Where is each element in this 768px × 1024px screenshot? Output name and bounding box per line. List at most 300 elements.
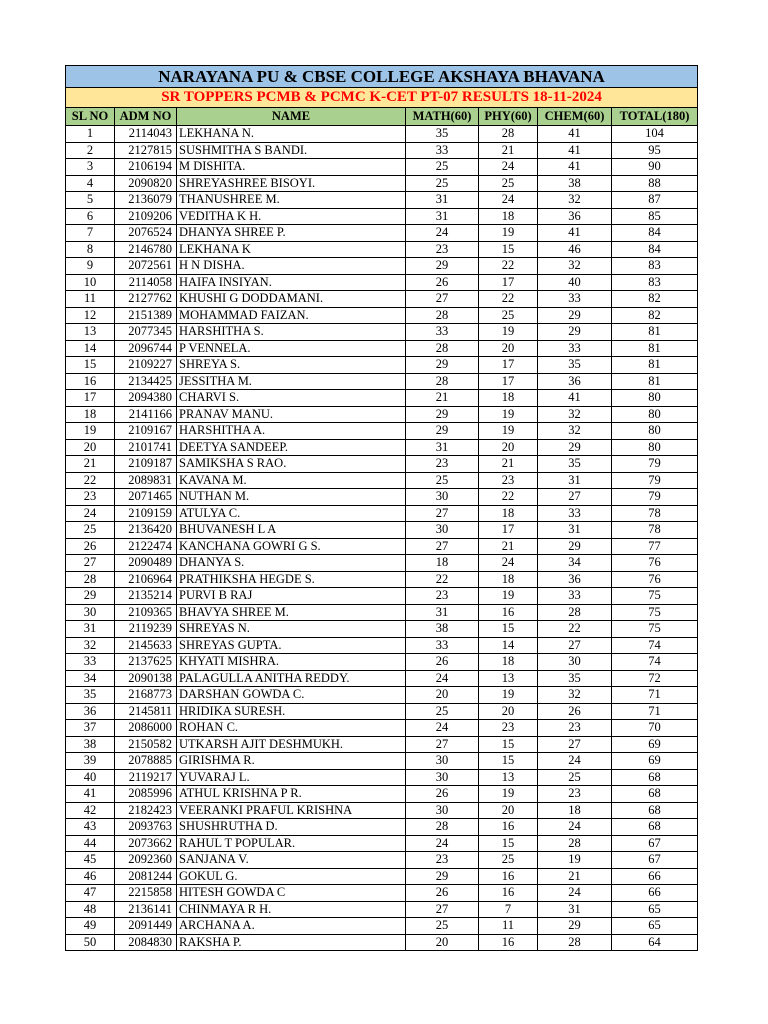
cell-total: 66	[612, 885, 698, 902]
cell-chem: 31	[538, 472, 612, 489]
cell-math: 23	[406, 852, 479, 869]
table-row	[66, 340, 698, 357]
cell-phy: 19	[479, 423, 538, 440]
table-row	[66, 918, 698, 935]
table-row	[66, 423, 698, 440]
cell-name: ROHAN C.	[177, 720, 406, 737]
cell-phy: 17	[479, 522, 538, 539]
cell-chem: 23	[538, 720, 612, 737]
cell-total: 75	[612, 621, 698, 638]
cell-total: 64	[612, 934, 698, 951]
cell-math: 28	[406, 340, 479, 357]
cell-name: ATHUL KRISHNA P R.	[177, 786, 406, 803]
cell-chem: 32	[538, 258, 612, 275]
cell-phy: 18	[479, 390, 538, 407]
cell-math: 27	[406, 291, 479, 308]
cell-adm-no: 2136420	[115, 522, 177, 539]
cell-sl-no: 43	[66, 819, 115, 836]
cell-adm-no: 2109187	[115, 456, 177, 473]
col-header-phy: PHY(60)	[479, 108, 538, 126]
cell-phy: 11	[479, 918, 538, 935]
cell-name: HAIFA INSIYAN.	[177, 274, 406, 291]
cell-math: 30	[406, 769, 479, 786]
cell-adm-no: 2134425	[115, 373, 177, 390]
cell-sl-no: 15	[66, 357, 115, 374]
cell-sl-no: 48	[66, 901, 115, 918]
cell-adm-no: 2114043	[115, 126, 177, 143]
cell-phy: 21	[479, 538, 538, 555]
table-row	[66, 159, 698, 176]
table-row	[66, 258, 698, 275]
table-row	[66, 885, 698, 902]
table-row	[66, 225, 698, 242]
cell-chem: 35	[538, 670, 612, 687]
table-row	[66, 406, 698, 423]
cell-math: 31	[406, 192, 479, 209]
cell-sl-no: 38	[66, 736, 115, 753]
cell-sl-no: 42	[66, 802, 115, 819]
table-row	[66, 126, 698, 143]
cell-total: 78	[612, 505, 698, 522]
cell-total: 81	[612, 357, 698, 374]
cell-chem: 33	[538, 505, 612, 522]
cell-sl-no: 33	[66, 654, 115, 671]
cell-chem: 31	[538, 522, 612, 539]
cell-chem: 41	[538, 390, 612, 407]
cell-math: 28	[406, 307, 479, 324]
cell-name: VEERANKI PRAFUL KRISHNA	[177, 802, 406, 819]
cell-phy: 25	[479, 307, 538, 324]
cell-name: GIRISHMA R.	[177, 753, 406, 770]
cell-phy: 19	[479, 588, 538, 605]
cell-phy: 20	[479, 802, 538, 819]
cell-sl-no: 7	[66, 225, 115, 242]
cell-sl-no: 5	[66, 192, 115, 209]
col-header-sl-no: SL NO	[66, 108, 115, 126]
cell-chem: 29	[538, 538, 612, 555]
cell-total: 65	[612, 918, 698, 935]
cell-name: HARSHITHA S.	[177, 324, 406, 341]
cell-phy: 16	[479, 885, 538, 902]
cell-math: 29	[406, 406, 479, 423]
cell-math: 31	[406, 604, 479, 621]
cell-name: KHYATI MISHRA.	[177, 654, 406, 671]
cell-phy: 19	[479, 687, 538, 704]
table-row	[66, 637, 698, 654]
cell-math: 31	[406, 439, 479, 456]
cell-chem: 30	[538, 654, 612, 671]
cell-phy: 13	[479, 670, 538, 687]
cell-total: 68	[612, 786, 698, 803]
cell-name: P VENNELA.	[177, 340, 406, 357]
cell-chem: 29	[538, 324, 612, 341]
cell-name: PRANAV MANU.	[177, 406, 406, 423]
cell-adm-no: 2145811	[115, 703, 177, 720]
cell-chem: 31	[538, 901, 612, 918]
cell-adm-no: 2150582	[115, 736, 177, 753]
cell-math: 38	[406, 621, 479, 638]
cell-name: PALAGULLA ANITHA REDDY.	[177, 670, 406, 687]
table-row	[66, 439, 698, 456]
cell-chem: 29	[538, 439, 612, 456]
cell-sl-no: 36	[66, 703, 115, 720]
cell-total: 82	[612, 291, 698, 308]
cell-math: 30	[406, 802, 479, 819]
cell-name: DHANYA SHREE P.	[177, 225, 406, 242]
cell-total: 77	[612, 538, 698, 555]
cell-sl-no: 28	[66, 571, 115, 588]
cell-sl-no: 31	[66, 621, 115, 638]
cell-chem: 33	[538, 588, 612, 605]
cell-total: 76	[612, 571, 698, 588]
cell-phy: 24	[479, 555, 538, 572]
cell-total: 75	[612, 588, 698, 605]
cell-adm-no: 2091449	[115, 918, 177, 935]
cell-total: 85	[612, 208, 698, 225]
cell-sl-no: 3	[66, 159, 115, 176]
cell-name: PURVI B RAJ	[177, 588, 406, 605]
cell-name: KAVANA M.	[177, 472, 406, 489]
cell-name: SANJANA V.	[177, 852, 406, 869]
cell-chem: 29	[538, 307, 612, 324]
cell-sl-no: 25	[66, 522, 115, 539]
cell-phy: 21	[479, 456, 538, 473]
cell-name: CHINMAYA R H.	[177, 901, 406, 918]
cell-adm-no: 2090489	[115, 555, 177, 572]
table-row	[66, 687, 698, 704]
cell-sl-no: 17	[66, 390, 115, 407]
cell-phy: 22	[479, 291, 538, 308]
table-row	[66, 736, 698, 753]
cell-chem: 41	[538, 126, 612, 143]
cell-sl-no: 16	[66, 373, 115, 390]
cell-math: 33	[406, 637, 479, 654]
cell-chem: 21	[538, 868, 612, 885]
cell-math: 27	[406, 538, 479, 555]
cell-total: 74	[612, 637, 698, 654]
cell-total: 81	[612, 324, 698, 341]
cell-phy: 23	[479, 720, 538, 737]
cell-phy: 14	[479, 637, 538, 654]
table-row	[66, 390, 698, 407]
cell-name: RAHUL T POPULAR.	[177, 835, 406, 852]
cell-math: 25	[406, 703, 479, 720]
table-row	[66, 472, 698, 489]
cell-chem: 41	[538, 225, 612, 242]
cell-adm-no: 2090138	[115, 670, 177, 687]
cell-sl-no: 35	[66, 687, 115, 704]
cell-phy: 19	[479, 225, 538, 242]
cell-math: 29	[406, 258, 479, 275]
cell-adm-no: 2168773	[115, 687, 177, 704]
cell-math: 28	[406, 373, 479, 390]
table-row	[66, 819, 698, 836]
cell-name: PRATHIKSHA HEGDE S.	[177, 571, 406, 588]
cell-phy: 15	[479, 736, 538, 753]
col-header-adm-no: ADM NO	[115, 108, 177, 126]
cell-chem: 18	[538, 802, 612, 819]
cell-name: SHUSHRUTHA D.	[177, 819, 406, 836]
cell-total: 80	[612, 390, 698, 407]
cell-phy: 16	[479, 934, 538, 951]
table-row	[66, 753, 698, 770]
cell-total: 71	[612, 703, 698, 720]
table-row	[66, 522, 698, 539]
cell-total: 80	[612, 439, 698, 456]
col-header-math: MATH(60)	[406, 108, 479, 126]
cell-sl-no: 10	[66, 274, 115, 291]
cell-math: 20	[406, 934, 479, 951]
cell-sl-no: 26	[66, 538, 115, 555]
cell-chem: 27	[538, 736, 612, 753]
cell-adm-no: 2077345	[115, 324, 177, 341]
table-row	[66, 934, 698, 951]
cell-math: 30	[406, 522, 479, 539]
cell-sl-no: 32	[66, 637, 115, 654]
cell-name: KANCHANA GOWRI G S.	[177, 538, 406, 555]
table-row	[66, 142, 698, 159]
cell-adm-no: 2136079	[115, 192, 177, 209]
cell-chem: 33	[538, 340, 612, 357]
cell-total: 83	[612, 274, 698, 291]
cell-adm-no: 2135214	[115, 588, 177, 605]
cell-phy: 15	[479, 241, 538, 258]
cell-chem: 33	[538, 291, 612, 308]
cell-adm-no: 2089831	[115, 472, 177, 489]
table-row	[66, 175, 698, 192]
table-row	[66, 670, 698, 687]
cell-name: YUVARAJ L.	[177, 769, 406, 786]
table-row	[66, 604, 698, 621]
cell-chem: 29	[538, 918, 612, 935]
cell-total: 71	[612, 687, 698, 704]
table-row	[66, 291, 698, 308]
table-row	[66, 373, 698, 390]
cell-phy: 15	[479, 835, 538, 852]
cell-total: 81	[612, 373, 698, 390]
cell-total: 84	[612, 225, 698, 242]
cell-phy: 28	[479, 126, 538, 143]
cell-adm-no: 2106194	[115, 159, 177, 176]
cell-math: 25	[406, 472, 479, 489]
table-row	[66, 357, 698, 374]
cell-chem: 28	[538, 934, 612, 951]
cell-adm-no: 2093763	[115, 819, 177, 836]
cell-sl-no: 20	[66, 439, 115, 456]
cell-sl-no: 14	[66, 340, 115, 357]
cell-total: 69	[612, 736, 698, 753]
cell-adm-no: 2109227	[115, 357, 177, 374]
cell-adm-no: 2106964	[115, 571, 177, 588]
cell-sl-no: 22	[66, 472, 115, 489]
cell-sl-no: 27	[66, 555, 115, 572]
cell-chem: 25	[538, 769, 612, 786]
cell-name: BHUVANESH L A	[177, 522, 406, 539]
cell-math: 27	[406, 901, 479, 918]
results-table	[65, 65, 698, 951]
table-row	[66, 555, 698, 572]
cell-sl-no: 12	[66, 307, 115, 324]
cell-total: 76	[612, 555, 698, 572]
cell-name: VEDITHA K H.	[177, 208, 406, 225]
cell-chem: 32	[538, 687, 612, 704]
cell-sl-no: 24	[66, 505, 115, 522]
cell-adm-no: 2136141	[115, 901, 177, 918]
cell-total: 79	[612, 456, 698, 473]
cell-math: 29	[406, 868, 479, 885]
cell-phy: 15	[479, 621, 538, 638]
cell-total: 70	[612, 720, 698, 737]
cell-math: 26	[406, 274, 479, 291]
cell-math: 29	[406, 357, 479, 374]
cell-adm-no: 2071465	[115, 489, 177, 506]
cell-math: 20	[406, 687, 479, 704]
cell-adm-no: 2146780	[115, 241, 177, 258]
cell-adm-no: 2073662	[115, 835, 177, 852]
cell-sl-no: 21	[66, 456, 115, 473]
cell-sl-no: 2	[66, 142, 115, 159]
col-header-chem: CHEM(60)	[538, 108, 612, 126]
cell-total: 95	[612, 142, 698, 159]
table-row	[66, 769, 698, 786]
cell-sl-no: 40	[66, 769, 115, 786]
cell-phy: 25	[479, 175, 538, 192]
cell-total: 104	[612, 126, 698, 143]
cell-math: 24	[406, 720, 479, 737]
cell-math: 35	[406, 126, 479, 143]
cell-math: 24	[406, 225, 479, 242]
cell-name: BHAVYA SHREE M.	[177, 604, 406, 621]
cell-chem: 22	[538, 621, 612, 638]
cell-name: M DISHITA.	[177, 159, 406, 176]
cell-name: NUTHAN M.	[177, 489, 406, 506]
cell-chem: 41	[538, 159, 612, 176]
cell-total: 81	[612, 340, 698, 357]
cell-total: 69	[612, 753, 698, 770]
cell-adm-no: 2109159	[115, 505, 177, 522]
cell-adm-no: 2072561	[115, 258, 177, 275]
cell-adm-no: 2127762	[115, 291, 177, 308]
table-row	[66, 505, 698, 522]
cell-name: DHANYA S.	[177, 555, 406, 572]
cell-phy: 20	[479, 703, 538, 720]
cell-sl-no: 39	[66, 753, 115, 770]
cell-name: SHREYASHREE BISOYI.	[177, 175, 406, 192]
cell-name: SHREYA S.	[177, 357, 406, 374]
cell-name: SAMIKSHA S RAO.	[177, 456, 406, 473]
cell-total: 80	[612, 423, 698, 440]
cell-chem: 36	[538, 373, 612, 390]
cell-chem: 36	[538, 571, 612, 588]
cell-adm-no: 2096744	[115, 340, 177, 357]
cell-name: RAKSHA P.	[177, 934, 406, 951]
cell-math: 26	[406, 654, 479, 671]
cell-name: ARCHANA A.	[177, 918, 406, 935]
table-row	[66, 901, 698, 918]
cell-total: 83	[612, 258, 698, 275]
cell-chem: 35	[538, 357, 612, 374]
table-row	[66, 786, 698, 803]
cell-total: 82	[612, 307, 698, 324]
cell-math: 27	[406, 736, 479, 753]
cell-chem: 28	[538, 604, 612, 621]
cell-math: 24	[406, 670, 479, 687]
table-row	[66, 208, 698, 225]
cell-name: JESSITHA M.	[177, 373, 406, 390]
cell-total: 74	[612, 654, 698, 671]
cell-phy: 25	[479, 852, 538, 869]
cell-name: DARSHAN GOWDA C.	[177, 687, 406, 704]
cell-chem: 34	[538, 555, 612, 572]
cell-math: 24	[406, 835, 479, 852]
cell-phy: 17	[479, 274, 538, 291]
cell-sl-no: 44	[66, 835, 115, 852]
cell-name: ATULYA C.	[177, 505, 406, 522]
table-row	[66, 307, 698, 324]
cell-phy: 22	[479, 258, 538, 275]
cell-sl-no: 6	[66, 208, 115, 225]
col-header-total: TOTAL(180)	[612, 108, 698, 126]
cell-adm-no: 2094380	[115, 390, 177, 407]
cell-total: 79	[612, 472, 698, 489]
cell-adm-no: 2092360	[115, 852, 177, 869]
cell-name: UTKARSH AJIT DESHMUKH.	[177, 736, 406, 753]
cell-math: 18	[406, 555, 479, 572]
cell-chem: 32	[538, 192, 612, 209]
cell-total: 65	[612, 901, 698, 918]
cell-name: KHUSHI G DODDAMANI.	[177, 291, 406, 308]
cell-math: 22	[406, 571, 479, 588]
cell-math: 33	[406, 142, 479, 159]
cell-total: 68	[612, 802, 698, 819]
cell-adm-no: 2151389	[115, 307, 177, 324]
cell-math: 33	[406, 324, 479, 341]
cell-sl-no: 4	[66, 175, 115, 192]
cell-phy: 18	[479, 654, 538, 671]
cell-chem: 41	[538, 142, 612, 159]
cell-sl-no: 13	[66, 324, 115, 341]
cell-sl-no: 9	[66, 258, 115, 275]
cell-name: THANUSHREE M.	[177, 192, 406, 209]
cell-sl-no: 46	[66, 868, 115, 885]
cell-math: 25	[406, 175, 479, 192]
cell-name: SHREYAS N.	[177, 621, 406, 638]
cell-total: 88	[612, 175, 698, 192]
sheet-title: NARAYANA PU & CBSE COLLEGE AKSHAYA BHAVANA	[66, 66, 698, 88]
cell-chem: 36	[538, 208, 612, 225]
cell-total: 68	[612, 819, 698, 836]
cell-name: H N DISHA.	[177, 258, 406, 275]
table-row	[66, 802, 698, 819]
cell-sl-no: 23	[66, 489, 115, 506]
cell-math: 30	[406, 489, 479, 506]
cell-total: 78	[612, 522, 698, 539]
cell-sl-no: 49	[66, 918, 115, 935]
cell-adm-no: 2086000	[115, 720, 177, 737]
cell-math: 25	[406, 159, 479, 176]
cell-sl-no: 8	[66, 241, 115, 258]
cell-sl-no: 47	[66, 885, 115, 902]
cell-adm-no: 2109167	[115, 423, 177, 440]
cell-name: GOKUL G.	[177, 868, 406, 885]
cell-chem: 32	[538, 423, 612, 440]
cell-name: SHREYAS GUPTA.	[177, 637, 406, 654]
cell-phy: 21	[479, 142, 538, 159]
cell-name: LEKHANA K	[177, 241, 406, 258]
cell-name: CHARVI S.	[177, 390, 406, 407]
cell-phy: 24	[479, 192, 538, 209]
cell-name: SUSHMITHA S BANDI.	[177, 142, 406, 159]
